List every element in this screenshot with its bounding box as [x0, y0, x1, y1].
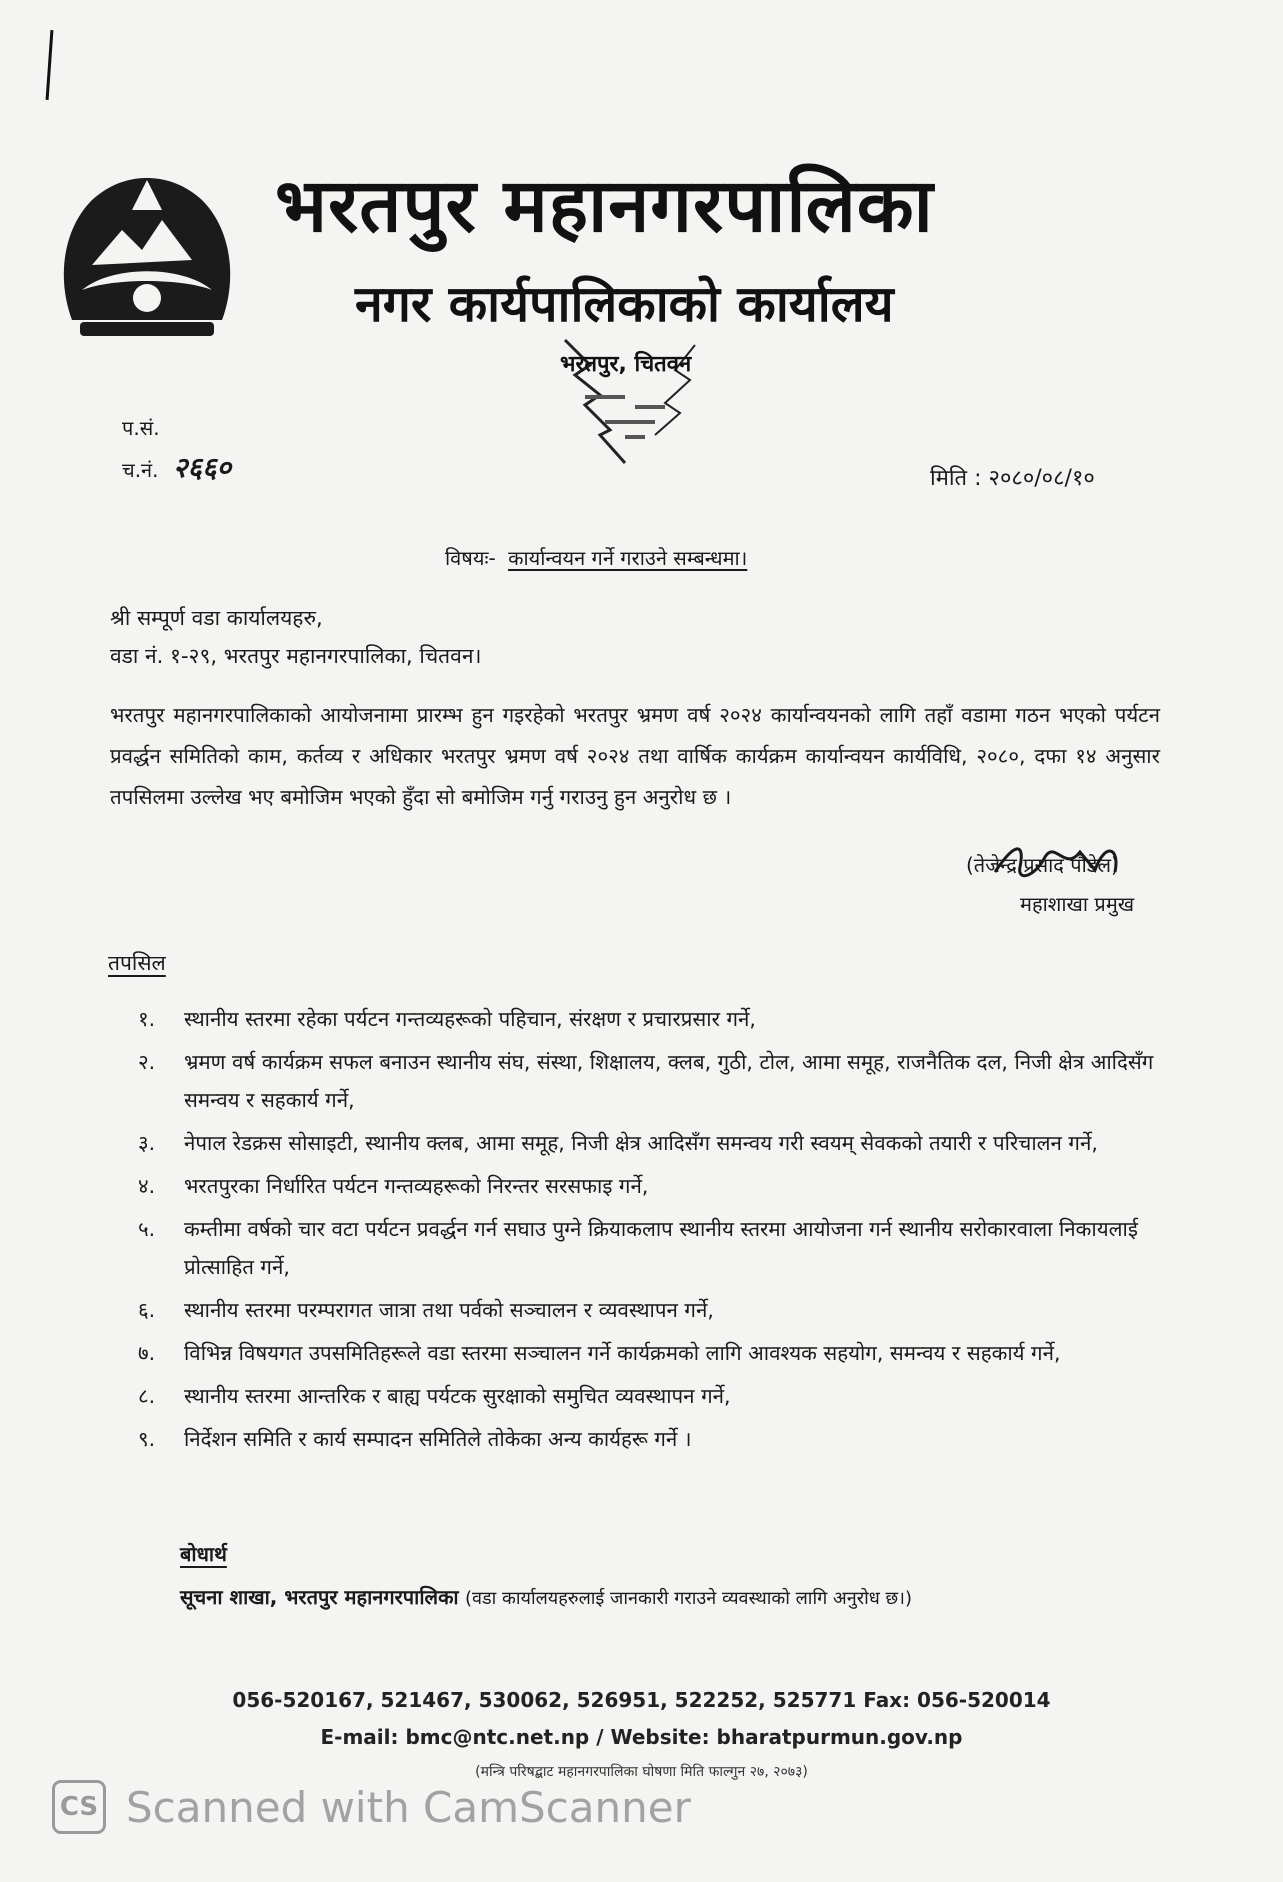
item-text: भरतपुरका निर्धारित पर्यटन गन्तव्यहरूको निरन्तर सरसफाइ गर्ने, — [184, 1174, 649, 1198]
seal-text: भरतपुर, चितवन — [560, 352, 692, 377]
item-text: भ्रमण वर्ष कार्यक्रम सफल बनाउन स्थानीय संघ, संस्था, शिक्षालय, क्लब, गुठी, टोल, आमा समूह, राजनैतिक दल, निजी क्षेत्र आदिसँग समन्वय र सहकार्य गर्ने, — [184, 1050, 1154, 1112]
item-number: ६. — [138, 1298, 156, 1322]
date-value: २०८०/०८/१० — [988, 466, 1095, 491]
list-item — [138, 1291, 1168, 1329]
ps-label: प.सं. — [122, 416, 160, 440]
list-item — [138, 1124, 1168, 1162]
list-item — [138, 1167, 1168, 1205]
footer-declaration: (मन्त्रि परिषद्बाट महानगरपालिका घोषणा मिति फाल्गुन २७, २०७३) — [475, 1764, 808, 1780]
item-number: ३. — [138, 1131, 156, 1155]
bodhartha-heading: बोधार्थ — [180, 1542, 227, 1566]
item-text: स्थानीय स्तरमा परम्परागत जात्रा तथा पर्वको सञ्चालन र व्यवस्थापन गर्ने, — [184, 1298, 714, 1322]
list-item — [138, 1043, 1168, 1119]
bodhartha-note: (वडा कार्यालयहरुलाई जानकारी गराउने व्यवस्थाको लागि अनुरोध छ।) — [464, 1588, 912, 1609]
office-subtitle: नगर कार्यपालिकाको कार्यालय — [355, 275, 894, 333]
letter-date — [930, 462, 1095, 492]
subject-label: विषयः- — [445, 546, 496, 570]
schedule-list — [138, 1000, 1168, 1463]
item-number: ५. — [138, 1217, 156, 1241]
subject-value: कार्यान्वयन गर्ने गराउने सम्बन्धमा। — [508, 546, 748, 570]
bodhartha-recipient: सूचना शाखा, भरतपुर महानगरपालिका — [180, 1585, 459, 1609]
cn-label: च.नं. — [122, 458, 159, 482]
item-text: विभिन्न विषयगत उपसमितिहरूले वडा स्तरमा सञ्चालन गर्ने कार्यक्रमको लागि आवश्यक सहयोग, समन्वय र सहकार्य गर्ने, — [184, 1341, 1061, 1365]
bodhartha-line — [180, 1583, 912, 1610]
item-number: १. — [138, 1007, 156, 1031]
footer-contact: E-mail: bmc@ntc.net.np / Website: bharatpurmun.gov.np — [320, 1725, 963, 1749]
footer-phones: 056-520167, 521467, 530062, 526951, 522252, 525771 Fax: 056-520014 — [232, 1688, 1051, 1712]
list-item — [138, 1420, 1168, 1458]
reference-ps — [122, 414, 160, 441]
item-number: ४. — [138, 1174, 156, 1198]
list-item — [138, 1334, 1168, 1372]
nepal-emblem-icon — [52, 170, 242, 345]
item-text: स्थानीय स्तरमा रहेका पर्यटन गन्तव्यहरूको पहिचान, संरक्षण र प्रचारप्रसार गर्ने, — [184, 1007, 756, 1031]
item-text: कम्तीमा वर्षको चार वटा पर्यटन प्रवर्द्धन गर्न सघाउ पुग्ने क्रियाकलाप स्थानीय स्तरमा आयोजना गर्न स्थानीय सरोकारवाला निकायलाई प्रोत्साहित गर्ने, — [184, 1217, 1138, 1279]
addressee-line-1: श्री सम्पूर्ण वडा कार्यालयहरु, — [110, 606, 323, 630]
item-number: २. — [138, 1050, 156, 1074]
list-item — [138, 1377, 1168, 1415]
list-item — [138, 1000, 1168, 1038]
camscanner-logo-icon: CS — [52, 1780, 106, 1834]
item-text: नेपाल रेडक्रस सोसाइटी, स्थानीय क्लब, आमा समूह, निजी क्षेत्र आदिसँग समन्वय गरी स्वयम् सेवकको तयारी र परिचालन गर्ने, — [184, 1131, 1098, 1155]
schedule-heading: तपसिल — [108, 951, 166, 975]
cn-value: २६६० — [172, 451, 232, 484]
item-text: निर्देशन समिति र कार्य सम्पादन समितिले तोकेका अन्य कार्यहरू गर्ने । — [184, 1427, 692, 1451]
date-label: मिति : — [930, 466, 982, 491]
margin-mark — [46, 30, 54, 100]
item-number: ९. — [138, 1427, 156, 1451]
office-seal-stamp — [545, 335, 725, 470]
list-item — [138, 1210, 1168, 1286]
org-title: भरतपुर महानगरपालिका — [275, 163, 934, 249]
body-paragraph: भरतपुर महानगरपालिकाको आयोजनामा प्रारम्भ हुन गइरहेको भरतपुर भ्रमण वर्ष २०२४ कार्यान्वयनको लागि तहाँ वडामा गठन भएको पर्यटन प्रवर्द्धन समितिको काम, कर्तव्य र अधिकार भरतपुर भ्रमण वर्ष २०२४ तथा वार्षिक कार्यक्रम कार्यान्वयन कार्यविधि, २०८०, दफा १४ अनुसार तपसिलमा उल्लेख भए बमोजिम भएको हुँदा सो बमोजिम गर्नु गराउनु हुन अनुरोध छ । — [110, 703, 1160, 809]
subject-line — [445, 544, 747, 571]
item-text: स्थानीय स्तरमा आन्तरिक र बाह्य पर्यटक सुरक्षाको समुचित व्यवस्थापन गर्ने, — [184, 1384, 731, 1408]
item-number: ८. — [138, 1384, 156, 1408]
reference-cn — [122, 448, 231, 486]
signatory-designation: महाशाखा प्रमुख — [1020, 892, 1135, 916]
signatory-name: (तेजेन्द्र प्रसाद पौडेल) — [966, 853, 1119, 877]
addressee-line-2: वडा नं. १-२९, भरतपुर महानगरपालिका, चितवन। — [110, 644, 482, 668]
item-number: ७. — [138, 1341, 156, 1365]
camscanner-watermark: Scanned with CamScanner — [126, 1783, 691, 1832]
